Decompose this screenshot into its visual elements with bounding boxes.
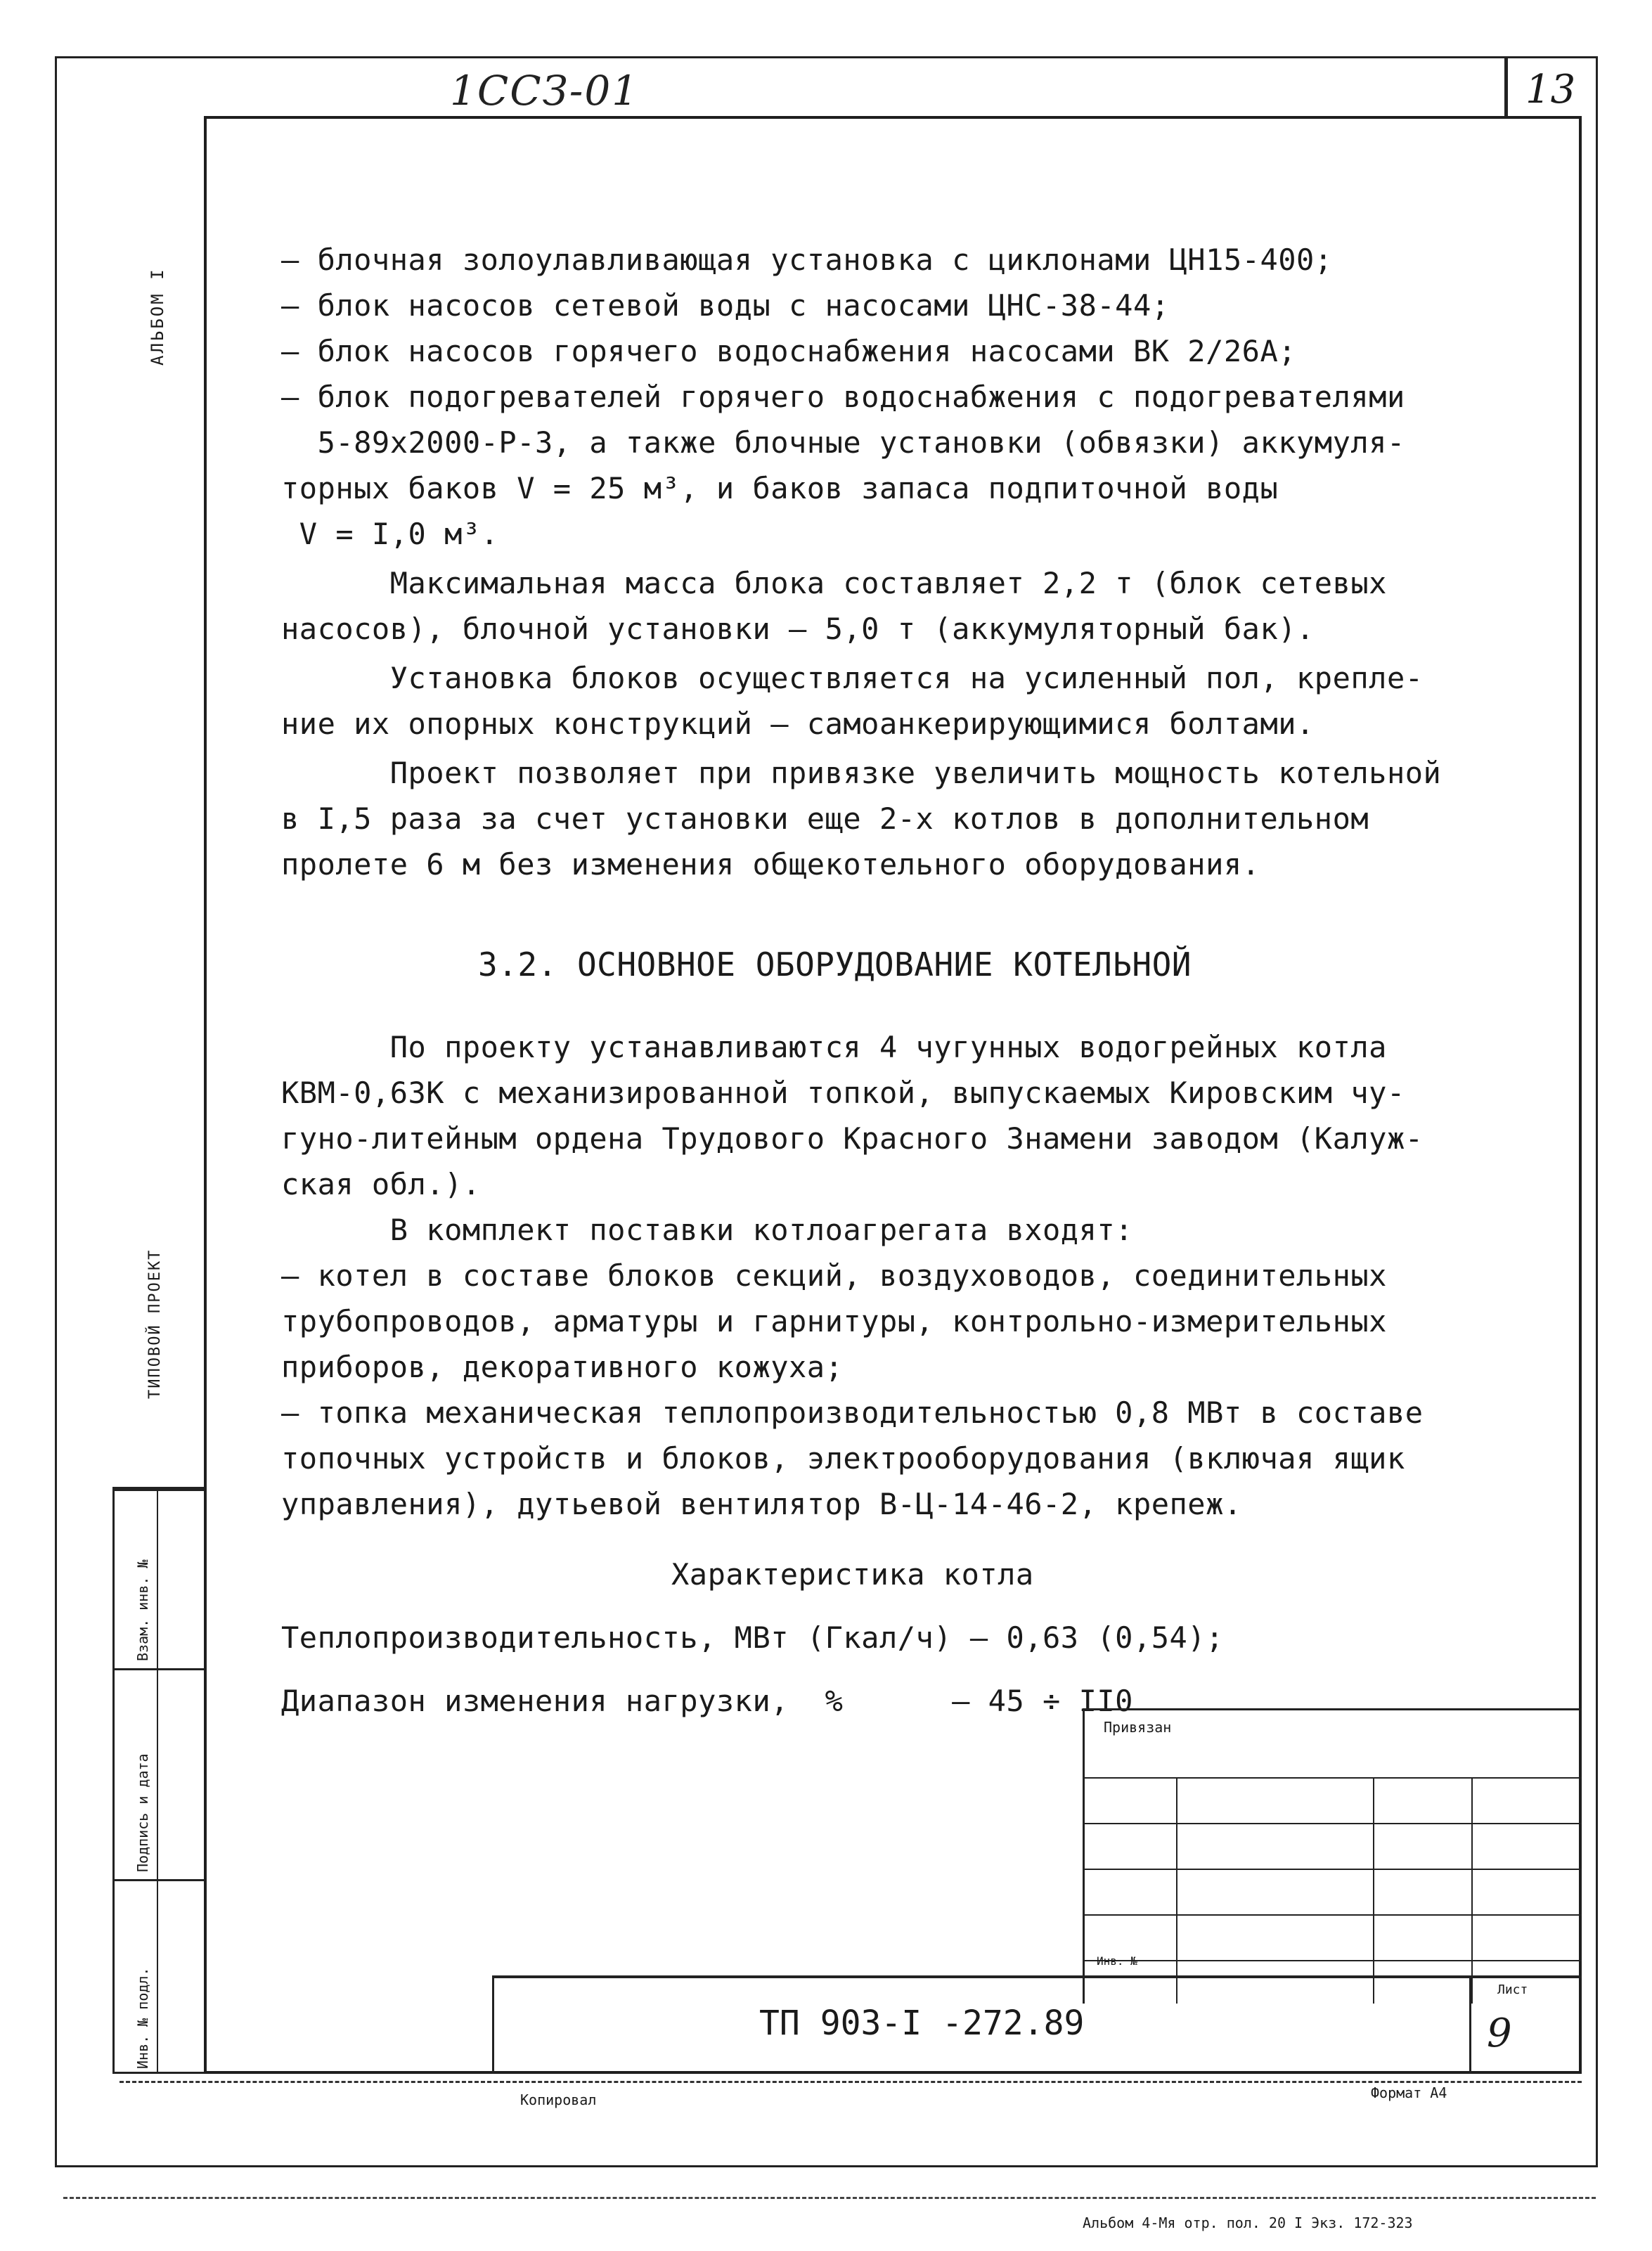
text-line: – блок подогревателей горячего водоснабжения с подогревателями [281, 380, 1405, 414]
text-line: КВМ-0,63К с механизированной топкой, выпускаемых Кировским чу- [281, 1076, 1405, 1110]
sheet-label: Лист [1497, 1982, 1528, 1997]
text-line: трубопроводов, арматуры и гарнитуры, контрольно-измерительных [281, 1304, 1387, 1339]
left-stamp [112, 1487, 204, 2074]
handwritten-code: 1ССЗ-01 [450, 67, 640, 115]
text-line: – топка механическая теплопроизводительностью 0,8 МВт в составе [281, 1395, 1424, 1430]
text-line: ская обл.). [281, 1167, 481, 1201]
text-line: в I,5 раза за счет установки еще 2-х котлов в дополнительном [281, 801, 1369, 836]
stamp-cell-signature [115, 1668, 204, 1879]
title-block-rule [1085, 1777, 1582, 1779]
text-line: топочных устройств и блоков, электрооборудования (включая ящик [281, 1441, 1405, 1476]
text-line: гуно-литейным ордена Трудового Красного Знамени заводом (Калуж- [281, 1121, 1424, 1156]
sheet-number: 9 [1487, 2011, 1512, 2056]
bottom-rule [63, 2197, 1596, 2199]
title-block-rule [1085, 1914, 1582, 1916]
text-line: – котел в составе блоков секций, воздуховодов, соединительных [281, 1258, 1387, 1293]
title-block-rule [1085, 1960, 1582, 1961]
stamp-cell-label: Инв. № подл. [134, 1967, 151, 2069]
title-block-column [1471, 1777, 1473, 2004]
text-line: Максимальная масса блока составляет 2,2 т (блок сетевых [281, 566, 1387, 600]
title-block-label: Привязан [1104, 1719, 1172, 1736]
text-line: торных баков V = 25 м³, и баков запаса подпиточной воды [281, 471, 1279, 505]
title-block-rule [1085, 1823, 1582, 1824]
characteristics-heading: Характеристика котла [671, 1557, 1034, 1592]
text-line: – блок насосов сетевой воды с насосами ЦНС-38-44; [281, 288, 1170, 323]
text-line: Проект позволяет при привязке увеличить мощность котельной [281, 756, 1442, 790]
characteristics-row: Теплопроизводительность, МВт (Гкал/ч) – 0,63 (0,54); [281, 1620, 1224, 1655]
stamp-cell-inventory [115, 1879, 204, 2076]
text-line: В комплект поставки котлоагрегата входят: [281, 1213, 1133, 1247]
title-block-column [1373, 1777, 1374, 2004]
title-block-column [1176, 1777, 1177, 2004]
text-line: – блочная золоулавливающая установка с циклонами ЦН15-400; [281, 243, 1333, 277]
text-line: По проекту устанавливаются 4 чугунных водогрейных котла [281, 1030, 1387, 1064]
footer-rule [120, 2081, 1582, 2083]
side-project-label: ТИПОВОЙ ПРОЕКТ [146, 1249, 164, 1399]
section-heading: 3.2. ОСНОВНОЕ ОБОРУДОВАНИЕ КОТЕЛЬНОЙ [478, 946, 1192, 983]
title-block-rule [1085, 1869, 1582, 1870]
text-line: управления), дутьевой вентилятор В-Ц-14-46-2, крепеж. [281, 1487, 1242, 1521]
side-album-label: АЛЬБОМ I [148, 267, 167, 366]
stamp-cell-replacement [115, 1489, 204, 1668]
text-line: пролете 6 м без изменения общекотельного оборудования. [281, 847, 1260, 882]
page-number: 13 [1525, 67, 1576, 112]
text-line: V = I,0 м³. [281, 517, 499, 551]
text-line: насосов), блочной установки – 5,0 т (аккумуляторный бак). [281, 612, 1315, 646]
characteristics-row: Диапазон изменения нагрузки, % – 45 ÷ II0 [281, 1684, 1133, 1718]
stamp-cell-label: Подпись и дата [134, 1753, 151, 1872]
footer-copied-label: Копировал [520, 2091, 597, 2108]
footer-format-label: Формат А4 [1371, 2084, 1447, 2101]
text-line: Установка блоков осуществляется на усиленный пол, крепле- [281, 661, 1424, 695]
text-line: ние их опорных конструкций – самоанкерирующимися болтами. [281, 707, 1315, 741]
title-block [1083, 1708, 1582, 2004]
document-code: ТП 903-I -272.89 [759, 2004, 1085, 2043]
bottom-note: Альбом 4-Мя отр. пол. 20 I Экз. 172-323 [1083, 2214, 1413, 2231]
text-line: приборов, декоративного кожуха; [281, 1350, 844, 1384]
text-line: – блок насосов горячего водоснабжения насосами ВК 2/26А; [281, 334, 1297, 368]
stamp-cell-label: Взам. инв. № [134, 1559, 151, 1661]
text-line: 5-89х2000-Р-3, а также блочные установки (обвязки) аккумуля- [281, 425, 1405, 460]
title-block-inventory-label: Инв. № [1097, 1954, 1137, 1968]
